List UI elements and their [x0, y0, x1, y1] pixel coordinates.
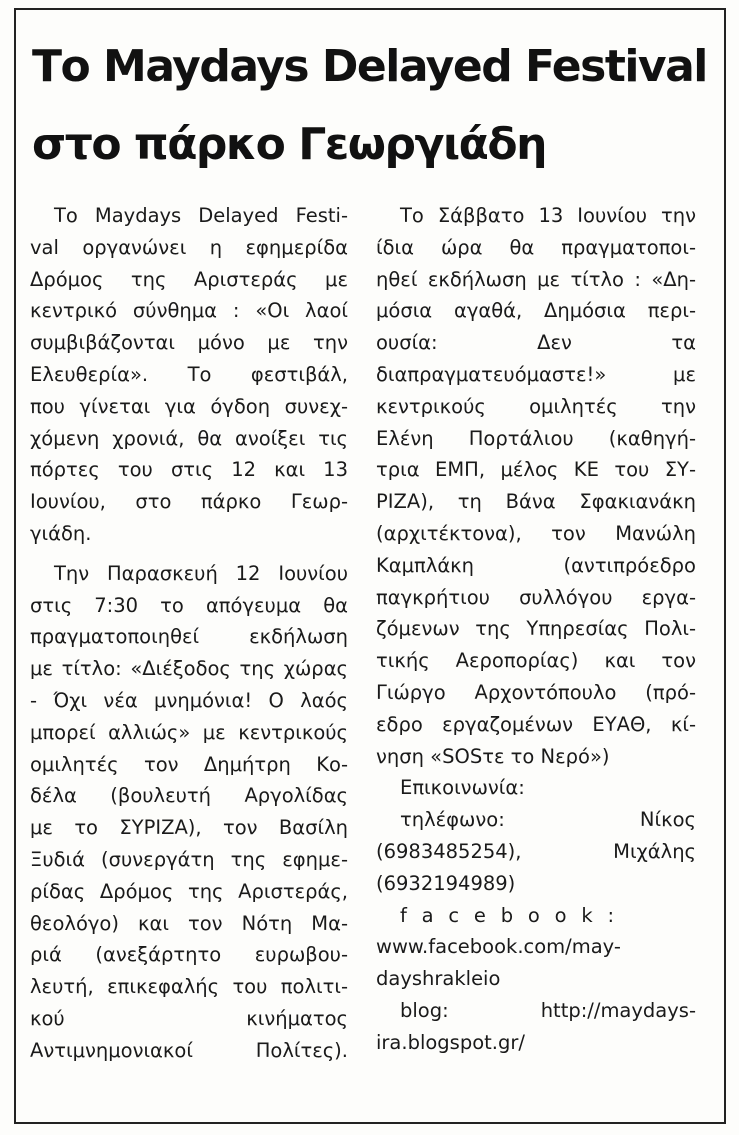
text-line: τρια ΕΜΠ, μέλος ΚΕ του ΣΥ-: [376, 458, 696, 482]
text-line: Γιώργο Αρχοντόπουλο (πρό-: [376, 680, 696, 704]
text-line: (6983485254), Μιχάλης: [376, 839, 696, 863]
text-line: Ελένη Πορτάλιου (καθηγή-: [376, 426, 696, 450]
text-line: Το Σάββατο 13 Ιουνίου την: [400, 204, 696, 227]
left-column: [30, 200, 348, 1067]
contact-heading: Επικοινωνία:: [400, 776, 525, 800]
text-line: ρίδας Δρόμος της Αριστεράς,: [30, 879, 348, 903]
text-line: πόρτες του στις 12 και 13: [30, 458, 348, 482]
text-line: λευτή, επικεφαλής του πολιτι-: [30, 975, 348, 999]
text-line: παγκρήτιου συλλόγου εργα-: [376, 585, 696, 609]
title-line: στο πάρκο Γεωργιάδη: [32, 119, 546, 170]
text-line: που γίνεται για όγδοη συνεχ-: [30, 394, 348, 418]
text-line: κεντρικό σύνθημα : «Οι λαοί: [30, 299, 348, 323]
facebook-link-cont[interactable]: dayshrakleio: [376, 967, 501, 991]
text-line: - Όχι νέα μνημόνια! Ο λαός: [30, 688, 348, 712]
article-title: [32, 28, 722, 184]
facebook-link[interactable]: www.facebook.com/may-: [376, 935, 621, 959]
facebook-label: facebook:: [400, 903, 629, 927]
text-line: ουσία: Δεν τα: [376, 331, 696, 355]
text-line: κού κινήματος: [30, 1006, 348, 1030]
text-line: τικής Αεροπορίας) και τον: [376, 649, 696, 673]
text-line: με τίτλο: «Διέξοδος της χώρας: [30, 657, 348, 681]
text-line: Το Maydays Delayed Festi-: [54, 204, 348, 227]
text-line: ηθεί εκδήλωση με τίτλο : «Δη-: [376, 267, 696, 291]
text-line: val οργανώνει η εφημερίδα: [30, 235, 348, 259]
title-line: Το Maydays Delayed Festival: [32, 41, 707, 92]
text-line: Ιουνίου, στο πάρκο Γεωρ-: [30, 490, 348, 514]
text-line: Δρόμος της Αριστεράς με: [30, 267, 348, 291]
text-line: μπορεί αλλιώς» με κεντρικούς: [30, 720, 348, 744]
text-line: Καμπλάκη (αντιπρόεδρο: [376, 553, 696, 577]
text-line: νηση «SOSτε το Νερό»): [376, 744, 610, 768]
text-line: (αρχιτέκτονα), τον Μανώλη: [376, 521, 696, 545]
text-line: μόσια αγαθά, Δημόσια περι-: [376, 299, 696, 323]
text-line: ίδια ώρα θα πραγματοποι-: [376, 235, 696, 259]
right-column: [376, 200, 696, 1059]
text-line: συμβιβάζονται μόνο με την: [30, 331, 348, 355]
text-line: εδρο εργαζομένων ΕΥΑΘ, κί-: [376, 712, 696, 736]
blog-link-cont[interactable]: ira.blogspot.gr/: [376, 1030, 525, 1054]
text-line: ριά (ανεξάρτητο ευρωβου-: [30, 943, 348, 967]
text-line: πραγματοποιηθεί εκδήλωση: [30, 625, 348, 649]
text-line: στις 7:30 το απόγευμα θα: [30, 593, 348, 617]
text-line: θεολόγο) και τον Νότη Μα-: [30, 911, 348, 935]
text-line: τηλέφωνο: Νίκος: [400, 808, 696, 832]
text-line: Ελευθερία». Το φεστιβάλ,: [30, 362, 348, 386]
text-line: γιάδη.: [30, 521, 92, 545]
text-line: χόμενη χρονιά, θα ανοίξει τις: [30, 426, 348, 450]
text-line: διαπραγματευόμαστε!» με: [376, 362, 696, 386]
text-line: (6932194989): [376, 871, 516, 895]
text-line: ζόμενων της Υπηρεσίας Πολι-: [376, 617, 696, 641]
text-line: Ξυδιά (συνεργάτη της εφημε-: [30, 847, 348, 871]
text-line: Αντιμνημονιακοί Πολίτες).: [30, 1038, 348, 1062]
text-line: κεντρικούς ομιλητές την: [376, 394, 696, 418]
text-line: δέλα (βουλευτή Αργολίδας: [30, 784, 348, 808]
text-line: Την Παρασκευή 12 Ιουνίου: [54, 561, 348, 585]
text-line: ΡΙΖΑ), τη Βάνα Σφακιανάκη: [376, 490, 696, 514]
text-line: ομιλητές τον Δημήτρη Κο-: [30, 752, 348, 776]
text-line: με το ΣΥΡΙΖΑ), τον Βασίλη: [30, 816, 348, 840]
blog-link[interactable]: blog: http://maydays-: [400, 998, 696, 1022]
